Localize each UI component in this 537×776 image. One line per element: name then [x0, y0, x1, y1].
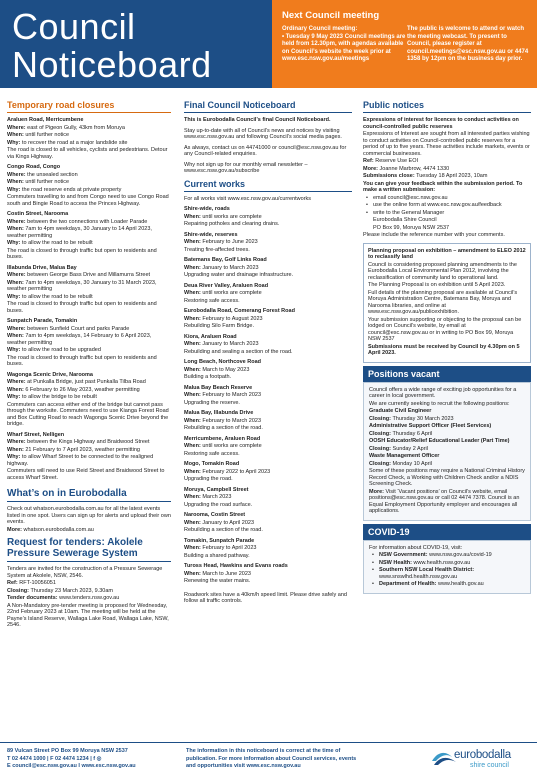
works-desc: Renewing the water mains.	[184, 578, 251, 584]
roads-heading: Temporary road closures	[7, 100, 171, 113]
feedback-write: • write to the General Manager	[363, 210, 531, 217]
works-item	[184, 487, 352, 509]
works-when-value: March to June 2023	[202, 570, 251, 577]
works-when-label: When:	[184, 570, 201, 577]
works-desc: Upgrading the road surface.	[184, 501, 253, 508]
works-item	[184, 385, 352, 407]
road-where-value: the unsealed section	[27, 171, 78, 178]
covid-link[interactable]	[369, 560, 525, 567]
meeting-details	[282, 26, 406, 64]
works-when-value: February to April 2023	[202, 545, 257, 551]
road-when	[7, 333, 171, 346]
tender-note: A Non-Mandatory pre-tender meeting is proposed for Wednesday, 22nd February 2023 at 10am. The meeting will be held at the Payne’s Island Reserve, Wallaga Lake Road, Wallaga Lake, NSW, 2546.	[7, 602, 169, 628]
covid-link[interactable]	[369, 552, 525, 559]
ref-note: Please include the reference number with your comments.	[363, 232, 505, 238]
tender-docs: Tender documents: www.tenders.nsw.gov.au	[7, 595, 120, 601]
works-when-label: When:	[184, 519, 201, 526]
works-desc: Upgrading the road.	[184, 476, 233, 482]
road-where	[7, 379, 171, 386]
works-when	[184, 239, 352, 246]
eoi-ref: Ref: Reserve Use EOI	[363, 158, 419, 164]
road-where-label: Where:	[7, 325, 26, 332]
works-desc: Building a shared pathway.	[184, 552, 250, 559]
planning-p2: The Planning Proposal is on exhibition until 5 April 2023.	[368, 282, 506, 288]
works-when	[184, 494, 352, 501]
covid-link-url[interactable]: www.nsw.gov.au/covid-19	[429, 552, 492, 558]
works-desc: Restoring safe access.	[184, 297, 240, 304]
road-why-value: to allow the road to be upgraded	[21, 347, 101, 353]
road-when	[7, 179, 171, 186]
road-when	[7, 447, 171, 454]
road-why	[7, 394, 171, 401]
road-where	[7, 125, 171, 132]
whatson-more: More: whatson.eurobodalla.com.au	[7, 526, 94, 533]
road-where	[7, 272, 171, 279]
footer	[0, 742, 537, 776]
road-why-label: Why:	[7, 186, 21, 193]
road-why	[7, 347, 171, 354]
works-desc: Upgrading the reserve.	[184, 399, 240, 406]
works-when-label: When:	[184, 468, 201, 475]
planning-proposal	[363, 243, 531, 363]
works-item	[184, 359, 352, 381]
jobs-list	[369, 408, 525, 467]
road-closures-list	[7, 117, 171, 481]
road-where-label: Where:	[7, 124, 26, 131]
road-title: Illabunda Drive, Malua Bay	[7, 264, 77, 271]
road-why	[7, 454, 171, 467]
works-item	[184, 563, 352, 585]
works-heading: Current works	[184, 179, 352, 192]
banner	[0, 0, 537, 88]
road-where-value: between the Kings Highway and Braidwood Street	[27, 439, 150, 445]
meeting-heading: Next Council meeting	[282, 10, 380, 21]
works-when	[184, 443, 352, 450]
road-why	[7, 140, 171, 147]
covid-link-url[interactable]: www.snswlhd.health.nsw.gov.au	[379, 573, 458, 580]
works-when-label: When:	[184, 392, 201, 398]
works-intro: For all works visit www.esc.nsw.gov.au/currentworks	[184, 195, 312, 202]
works-title: Long Beach, Northcove Road	[184, 359, 262, 365]
works-title: Eurobodalla Road, Comerang Forest Road	[184, 308, 295, 314]
road-when	[7, 226, 171, 239]
road-when-value: until further notice	[25, 132, 70, 138]
job-item	[369, 438, 525, 452]
job-closing	[369, 431, 525, 438]
tender-text: Tenders are invited for the construction of a Pressure Sewerage System at Akolele, NSW, 2546.	[7, 566, 163, 579]
job-title: Administrative Support Officer (Fleet Services)	[369, 423, 492, 429]
road-where-value: between Sunfield Court and parks Parade	[27, 325, 130, 332]
planning-p1: Council is considering proposed planning amendments to the Eurobodalla Local Environmental Plan 2012, involving the reclassification of community land to operational land.	[368, 261, 517, 281]
works-when-label: When:	[184, 494, 201, 500]
works-when-value: March to May 2023	[202, 366, 250, 373]
covid-link-label: NSW Health:	[379, 559, 412, 566]
address-line-1: Eurobodalla Shire Council	[373, 217, 437, 223]
road-note: Commuters can access either end of the bridge but cannot pass through the worksite. Commuters need to use Kianga Forest Road and Box Cutting Road to reach Wagonga Scenic Drive beyond the bridge.	[7, 401, 169, 427]
eurobodalla-logo	[430, 745, 530, 775]
works-desc: Restoring safe access.	[184, 450, 240, 457]
road-why	[7, 294, 171, 301]
works-when	[184, 545, 352, 552]
whatson-heading: What’s on in Eurobodalla	[7, 488, 171, 502]
works-title: Mogo, Tomakin Road	[184, 461, 240, 467]
works-title: Kiora, Araluen Road	[184, 333, 237, 340]
works-title: Merricumbene, Araluen Road	[184, 435, 261, 442]
works-item	[184, 283, 352, 305]
works-desc: Rebuilding and sealing a section of the road.	[184, 348, 293, 355]
planning-p4: Your submission supporting or objecting to the proposal can be lodged on Council’s website, by email at council@esc.nsw.gov.au or in writing to PO Box 99, Moruya NSW 2537	[368, 316, 522, 342]
works-when-value: February to March 2023	[202, 392, 262, 398]
job-item	[369, 408, 525, 422]
works-item	[184, 512, 352, 534]
covid-link[interactable]	[369, 567, 525, 580]
job-closing	[369, 461, 525, 468]
works-when-label: When:	[184, 290, 201, 296]
road-when-label: When:	[7, 386, 24, 393]
works-when-label: When:	[184, 213, 201, 220]
works-item	[184, 206, 352, 228]
road-closure-item	[7, 265, 171, 315]
road-when-label: When:	[7, 446, 24, 453]
works-title: Malua Bay, Illabunda Drive	[184, 410, 254, 416]
job-closing-label: Closing:	[369, 460, 391, 467]
job-closing-value: Sunday 2 April	[392, 445, 428, 452]
works-item	[184, 334, 352, 356]
road-where-label: Where:	[7, 171, 26, 178]
works-when	[184, 469, 352, 476]
logo-sub: shire council	[470, 762, 509, 769]
works-when-value: February to March 2023	[202, 417, 262, 424]
tender-heading: Request for tenders: Akolele Pressure Sewerage System	[7, 537, 171, 562]
final-p2: As always, contact us on 44741000 or council@esc.nsw.gov.au for any Council-related enquiries.	[184, 144, 347, 157]
road-note: The road is closed to all vehicles, cyclists and pedestrians. Detour via Kings Highway.	[7, 147, 168, 160]
final-intro: This is Eurobodalla Council’s final Council Noticeboard.	[184, 117, 331, 123]
works-when	[184, 265, 352, 272]
job-item	[369, 453, 525, 467]
works-when-label: When:	[184, 239, 201, 245]
planning-title: Planning proposal on exhibition – amendment to ELEO 2012 to reclassify land	[368, 247, 526, 260]
positions-p3: Some of these positions may require a National Criminal History Record Check, a Working with Children Check and/or a NDIS Screening Check.	[369, 468, 525, 487]
road-where	[7, 172, 171, 179]
works-title: Shire-wide, reserves	[184, 231, 238, 238]
whatson-text: Check out whatson.eurobodalla.com.au for all the latest events listed in one spot. Users can sign up for alerts and upload their own events.	[7, 506, 171, 525]
works-when-value: until works are complete	[202, 213, 262, 220]
works-title: Moruya, Campbell Street	[184, 486, 249, 493]
road-title: Wharf Street, Nelligen	[7, 431, 65, 438]
job-item	[369, 423, 525, 437]
tender-closing: Closing: Thursday 23 March 2023, 9.30am	[7, 587, 113, 594]
road-when-value: 7am to 4pm weekdays, 14 February to 6 April 2023, weather permitting	[7, 333, 152, 346]
footer-disclaimer: The information in this noticeboard is correct at the time of publication. For more information about Council services, events and opportunities visit www.esc.nsw.gov.au	[186, 748, 357, 769]
covid-link-url[interactable]: www.health.nsw.gov.au	[413, 559, 471, 566]
job-closing-label: Closing:	[369, 415, 391, 422]
works-when-value: February to June 2023	[202, 239, 258, 245]
works-item	[184, 461, 352, 483]
works-when-value: March 2023	[202, 494, 232, 500]
road-where-value: east of Pigeon Gully, 43km from Moruya	[27, 124, 125, 131]
road-why	[7, 240, 171, 247]
road-where-label: Where:	[7, 379, 26, 385]
works-when	[184, 341, 352, 348]
road-closure-item	[7, 318, 171, 368]
works-footnote: Roadwork sites have a 40km/h speed limit. Please drive safely and follow all traffic controls.	[184, 591, 347, 604]
feedback-title: You can give your feedback within the submission period. To make a written submission:	[363, 180, 523, 193]
eoi-title: Expressions of interest for licences to conduct activities on council-controlled public reserves	[363, 117, 519, 130]
road-note: Commuters will need to use Reid Street and Braidwood Street to access Wharf Street.	[7, 468, 165, 481]
works-item	[184, 257, 352, 279]
road-when	[7, 387, 171, 394]
road-title: Araluen Road, Merricumbene	[7, 117, 84, 123]
works-when-label: When:	[184, 264, 201, 271]
road-closure-item	[7, 211, 171, 261]
works-title: Deua River Valley, Araluen Road	[184, 282, 269, 289]
road-title: Sunpatch Parade, Tomakin	[7, 318, 78, 324]
road-when-label: When:	[7, 333, 24, 339]
road-title: Congo Road, Congo	[7, 164, 61, 170]
road-why-label: Why:	[7, 240, 21, 246]
covid-heading: COVID-19	[363, 524, 531, 540]
banner-title-panel	[0, 0, 272, 88]
road-where-value: between George Bass Drive and Millamurra Street	[27, 272, 151, 278]
works-when-label: When:	[184, 443, 201, 449]
works-title: Batemans Bay, Golf Links Road	[184, 257, 267, 263]
road-title: Wagonga Scenic Drive, Narooma	[7, 371, 93, 378]
job-closing	[369, 446, 525, 453]
road-where-label: Where:	[7, 218, 26, 225]
road-note: Commuters travelling to and from Congo need to use Congo Road south and Bingie Road to access the Princes Highway.	[7, 194, 169, 207]
road-when	[7, 132, 171, 139]
works-desc: Treating fire-affected trees.	[184, 246, 250, 253]
works-desc: Building a footpath.	[184, 374, 232, 380]
road-note: The road is closed to through traffic but open to residents and buses.	[7, 247, 157, 260]
positions-body	[363, 382, 531, 521]
road-where-value: at Punkalla Bridge, just past Punkalla Tilba Road	[27, 379, 146, 385]
feedback-online[interactable]: • use the online form at www.esc.nsw.gov.au/feedback	[363, 202, 531, 209]
covid-link-label: Department of Health:	[379, 581, 437, 587]
column-middle	[184, 100, 352, 606]
page-title	[12, 8, 212, 84]
road-why-value: the road reserve ends at private property	[21, 186, 122, 193]
covid-body	[363, 540, 531, 594]
final-p3: Why not sign up for our monthly email newsletter – www.esc.nsw.gov.au/subscribe	[184, 161, 308, 174]
job-closing-label: Closing:	[369, 430, 391, 437]
job-closing-label: Closing:	[369, 445, 391, 452]
works-item	[184, 308, 352, 330]
footer-address: 89 Vulcan Street PO Box 99 Moruya NSW 2537	[7, 748, 128, 754]
title-line-2: Noticeboard	[12, 44, 212, 85]
works-when	[184, 392, 352, 399]
covid-link[interactable]	[369, 581, 525, 588]
works-when	[184, 290, 352, 297]
road-why-label: Why:	[7, 139, 21, 146]
road-why-label: Why:	[7, 394, 21, 400]
works-desc: Rebuilding a section of the road.	[184, 527, 263, 533]
works-when-label: When:	[184, 417, 201, 424]
works-item	[184, 410, 352, 432]
title-line-1: Council	[12, 6, 136, 47]
works-when	[184, 367, 352, 374]
works-when-value: January to March 2023	[202, 264, 259, 271]
positions-more: More: Visit ‘Vacant positions’ on Council’s website, email positions@esc.nsw.gov.au or call 02 4474 7378. Council is an Equal Employment Opportunity employer and encourages all applications.	[369, 488, 520, 514]
road-note: The road is closed to through traffic but open to residents and buses.	[7, 354, 157, 367]
works-desc: Rebuilding a section of the road.	[184, 425, 263, 431]
job-closing-value: Thursday 6 April	[392, 430, 433, 437]
road-when-label: When:	[7, 179, 24, 185]
works-when-value: January to April 2023	[202, 519, 255, 526]
job-title: Waste Management Officer	[369, 453, 440, 459]
road-when-label: When:	[7, 132, 24, 138]
meeting-public-info: The public is welcome to attend or watch the meeting webcast. To present to Council, please register at council.meetings@esc.nsw.gov.au or 4474 1358 by 12pm on the business day prior.	[407, 26, 529, 63]
road-why-label: Why:	[7, 347, 21, 353]
road-closure-item	[7, 117, 171, 160]
works-item	[184, 538, 352, 560]
works-title: Tuross Head, Hawkins and Evans roads	[184, 563, 288, 569]
meeting-label: Ordinary Council meeting:	[282, 26, 358, 32]
works-when	[184, 316, 352, 323]
next-meeting-panel	[272, 0, 537, 88]
road-when-label: When:	[7, 226, 24, 232]
whatson-link[interactable]: whatson.eurobodalla.com.au	[23, 526, 94, 533]
works-desc: Repairing potholes and clearing drains.	[184, 221, 280, 227]
works-desc: Rebuilding Silo Farm Bridge.	[184, 323, 255, 329]
covid-link-label: Southern NSW Local Health District:	[379, 567, 475, 573]
final-p1: Stay up-to-date with all of Council’s news and notices by visiting www.esc.nsw.gov.au and following Council’s social media pages.	[184, 127, 342, 140]
eoi-text: Expressions of Interest are sought from all interested parties wishing to conduct activities on Council-controlled public reserves for a period of up to five years. These activities include markets, events or commercial businesses.	[363, 131, 530, 157]
column-right	[363, 100, 531, 594]
address-line-2: PO Box 99, Moruya NSW 2537	[373, 224, 450, 231]
works-desc: Upgrading water and drainage infrastructure.	[184, 272, 294, 278]
works-when-label: When:	[184, 545, 201, 551]
road-why-value: to allow the road to be rebuilt	[21, 293, 93, 300]
road-when-label: When:	[7, 279, 24, 286]
road-where-value: between the two connections with Loader Parade	[27, 218, 148, 225]
tender-ref: Ref: RFT-10056051	[7, 580, 56, 586]
works-when-value: until works are complete	[202, 443, 262, 449]
covid-link-label: NSW Government:	[379, 552, 428, 558]
works-when	[184, 571, 352, 578]
covid-intro: For information about COVID-19, visit:	[369, 544, 463, 551]
footer-email[interactable]: E council@esc.nsw.gov.au I www.esc.nsw.gov.au	[7, 763, 136, 769]
works-item	[184, 436, 352, 458]
works-when	[184, 214, 352, 221]
road-why-value: to recover the road at a major landslide site	[21, 139, 128, 146]
works-when-value: February to August 2023	[202, 315, 263, 322]
feedback-email[interactable]: • email council@esc.nsw.gov.au	[363, 195, 531, 202]
positions-heading: Positions vacant	[363, 366, 531, 382]
works-list	[184, 206, 352, 585]
road-title: Costin Street, Narooma	[7, 211, 69, 217]
job-closing-value: Monday 10 April	[392, 460, 432, 467]
tender-docs-link[interactable]: www.tenders.nsw.gov.au	[59, 595, 120, 601]
road-where	[7, 326, 171, 333]
public-heading: Public notices	[363, 100, 531, 113]
works-title: Narooma, Costin Street	[184, 512, 246, 518]
works-when	[184, 520, 352, 527]
road-why	[7, 187, 171, 194]
road-note: The road is closed to through traffic but open to residents and buses.	[7, 301, 157, 314]
works-title: Tomakin, Sunpatch Parade	[184, 537, 255, 544]
logo-name: eurobodalla	[454, 749, 511, 761]
road-when	[7, 280, 171, 293]
works-title: Shire-wide, roads	[184, 206, 230, 212]
positions-p2: We are currently seeking to recruit the following positions:	[369, 400, 510, 407]
road-when-value: 7am to 4pm weekdays, 30 January to 14 April 2023, weather permitting	[7, 226, 152, 239]
column-left	[7, 100, 171, 630]
road-where	[7, 219, 171, 226]
job-title: OOSH Educator/Relief Educational Leader (Part Time)	[369, 438, 510, 444]
works-title: Malua Bay Beach Reserve	[184, 384, 253, 391]
road-closure-item	[7, 372, 171, 428]
road-when-value: 21 February to 7 April 2023, weather permitting	[25, 446, 140, 453]
road-where-label: Where:	[7, 272, 26, 278]
meeting-text: • Tuesday 9 May 2023 Council meetings are held from 12.30pm, with agendas available on Council’s website the week prior at www.esc.nsw.gov.au/meetings	[282, 33, 406, 63]
works-item	[184, 232, 352, 254]
works-when-value: January to March 2023	[202, 341, 259, 347]
road-where-label: Where:	[7, 439, 26, 445]
eoi-more: More: Joanne Marbrow, 4474 1330	[363, 165, 450, 172]
positions-p1: Council offers a wide range of exciting job opportunities for a career in local government.	[369, 386, 517, 399]
road-where	[7, 439, 171, 446]
final-heading: Final Council Noticeboard	[184, 100, 352, 113]
road-why-value: to allow the bridge to be rebuilt	[21, 394, 97, 400]
road-closure-item	[7, 164, 171, 207]
works-when-label: When:	[184, 315, 201, 322]
footer-contact	[7, 748, 177, 771]
job-title: Graduate Civil Engineer	[369, 408, 432, 414]
road-when-value: 6 February to 26 May 2023, weather permitting	[25, 386, 140, 393]
covid-links	[369, 552, 525, 588]
road-why-label: Why:	[7, 293, 21, 300]
eoi-closes: Submissions close: Tuesday 18 April 2023, 10am	[363, 173, 488, 179]
footer-phone: T 02 4474 1000 | F 02 4474 1234 | f ◎	[7, 755, 102, 762]
job-closing-value: Thursday 30 March 2023	[392, 415, 454, 422]
road-why-label: Why:	[7, 454, 21, 460]
road-why-value: to allow Wharf Street to be connected to the realigned highway.	[7, 454, 154, 467]
road-closure-item	[7, 432, 171, 482]
works-when-label: When:	[184, 366, 201, 373]
works-when	[184, 418, 352, 425]
road-when-value: until further notice	[25, 179, 70, 185]
planning-p3: Full details of the planning proposal are available at Council’s Moruya Administration Centre, Batemans Bay, Moruya and Narooma libraries, and online at www.esc.nsw.gov.au/publicexhibition.	[368, 289, 518, 315]
works-when-label: When:	[184, 341, 201, 347]
road-when-value: 7am to 4pm weekdays, 30 January to 31 March 2023, weather permitting	[7, 279, 157, 292]
works-when-value: until works are complete	[202, 290, 262, 296]
works-when-value: February 2022 to April 2023	[202, 468, 271, 475]
covid-link-url[interactable]: www.health.gov.au	[437, 581, 484, 587]
road-why-value: to allow the road to be rebuilt	[21, 240, 93, 246]
planning-p5: Submissions must be received by Council by 4.30pm on 5 April 2023.	[368, 343, 520, 356]
job-closing	[369, 416, 525, 423]
